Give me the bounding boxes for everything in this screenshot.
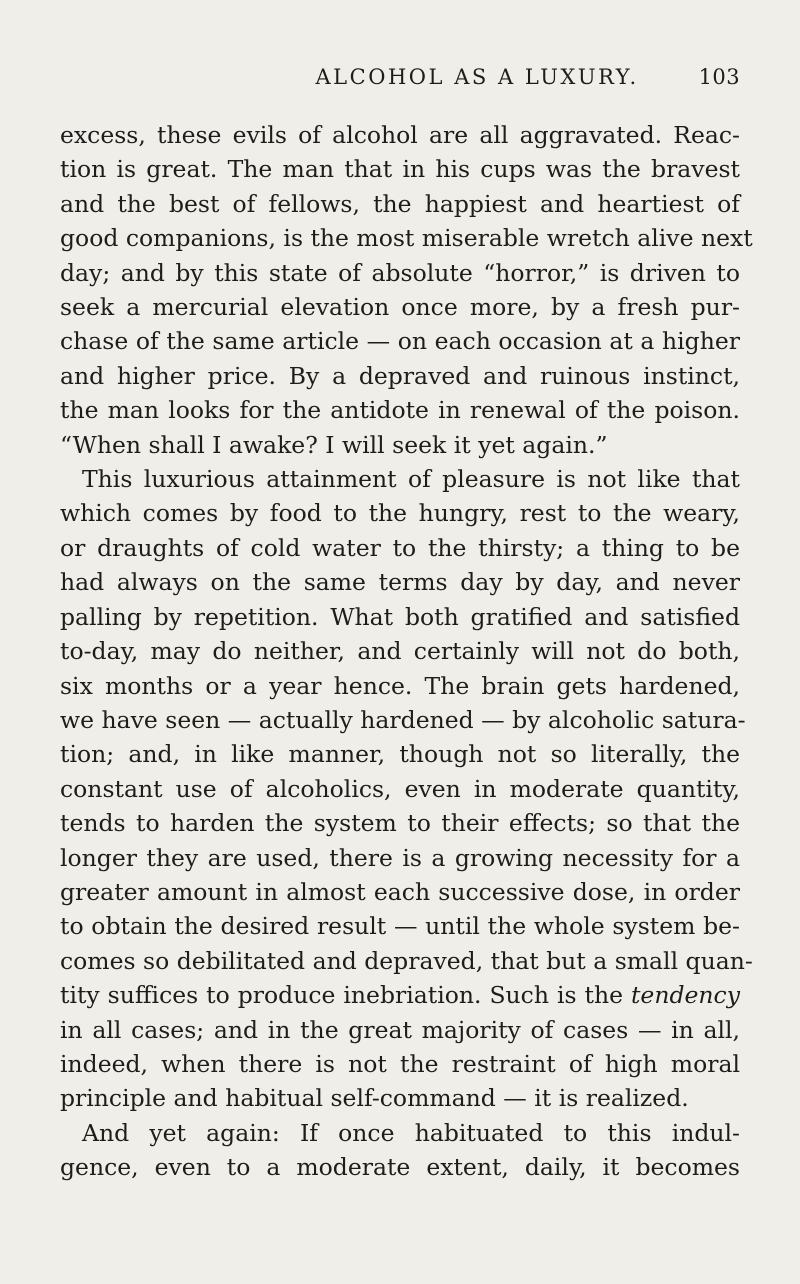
- text-line: to-day, may do neither, and certainly will not do both,: [60, 637, 740, 666]
- text-line: gence, even to a moderate extent, daily, it becomes: [60, 1153, 740, 1182]
- body-text: [60, 118, 753, 1185]
- text-line: chase of the same article — on each occasion at a higher: [60, 327, 740, 356]
- text-line: and the best of fellows, the happiest and heartiest of: [60, 189, 740, 218]
- text-line: palling by repetition. What both gratified and satisfied: [60, 602, 740, 631]
- text-line: in all cases; and in the great majority of cases — in all,: [60, 1015, 740, 1044]
- text-line: and higher price. By a depraved and ruinous instinct,: [60, 361, 740, 390]
- text-run: tity suffices to produce inebriation. Such is the: [60, 981, 631, 1010]
- text-line: which comes by food to the hungry, rest to the weary,: [60, 499, 740, 528]
- text-line: seek a mercurial elevation once more, by a fresh pur-: [60, 293, 740, 322]
- text-line: [60, 978, 740, 1012]
- text-line: six months or a year hence. The brain gets hardened,: [60, 671, 740, 700]
- text-line: “When shall I awake? I will seek it yet again.”: [60, 430, 608, 459]
- text-line: And yet again: If once habituated to this indul-: [82, 1118, 740, 1147]
- paragraph-2: [60, 462, 753, 1116]
- running-head: [60, 62, 740, 92]
- text-line: or draughts of cold water to the thirsty; a thing to be: [60, 533, 740, 562]
- text-line: constant use of alcoholics, even in moderate quantity,: [60, 774, 740, 803]
- text-line: This luxurious attainment of pleasure is not like that: [82, 465, 740, 494]
- text-line: the man looks for the antidote in renewal of the poison.: [60, 396, 740, 425]
- text-line: excess, these evils of alcohol are all aggravated. Reac-: [60, 121, 740, 149]
- text-line: comes so debilitated and depraved, that but a small quan-: [60, 946, 753, 975]
- text-line: indeed, when there is not the restraint of high moral: [60, 1049, 740, 1078]
- paragraph-3: [60, 1116, 740, 1185]
- running-title: ALCOHOL AS A LUXURY.: [315, 65, 639, 89]
- text-line: principle and habitual self-command — it is realized.: [60, 1084, 689, 1113]
- paragraph-1: [60, 118, 753, 462]
- text-line: tion is great. The man that in his cups was the bravest: [60, 155, 740, 184]
- text-line: good companions, is the most miserable wretch alive next: [60, 224, 753, 253]
- text-line: tion; and, in like manner, though not so literally, the: [60, 740, 740, 769]
- page-number: 103: [698, 65, 740, 89]
- text-line: greater amount in almost each successive dose, in order: [60, 877, 740, 906]
- text-line: longer they are used, there is a growing necessity for a: [60, 843, 740, 872]
- italic-word: tendency: [630, 981, 740, 1010]
- text-line: we have seen — actually hardened — by alcoholic satura-: [60, 705, 746, 734]
- text-line: had always on the same terms day by day, and never: [60, 568, 740, 597]
- text-line: day; and by this state of absolute “horror,” is driven to: [60, 258, 740, 287]
- text-line: to obtain the desired result — until the whole system be-: [60, 912, 740, 941]
- text-line: tends to harden the system to their effects; so that the: [60, 809, 740, 838]
